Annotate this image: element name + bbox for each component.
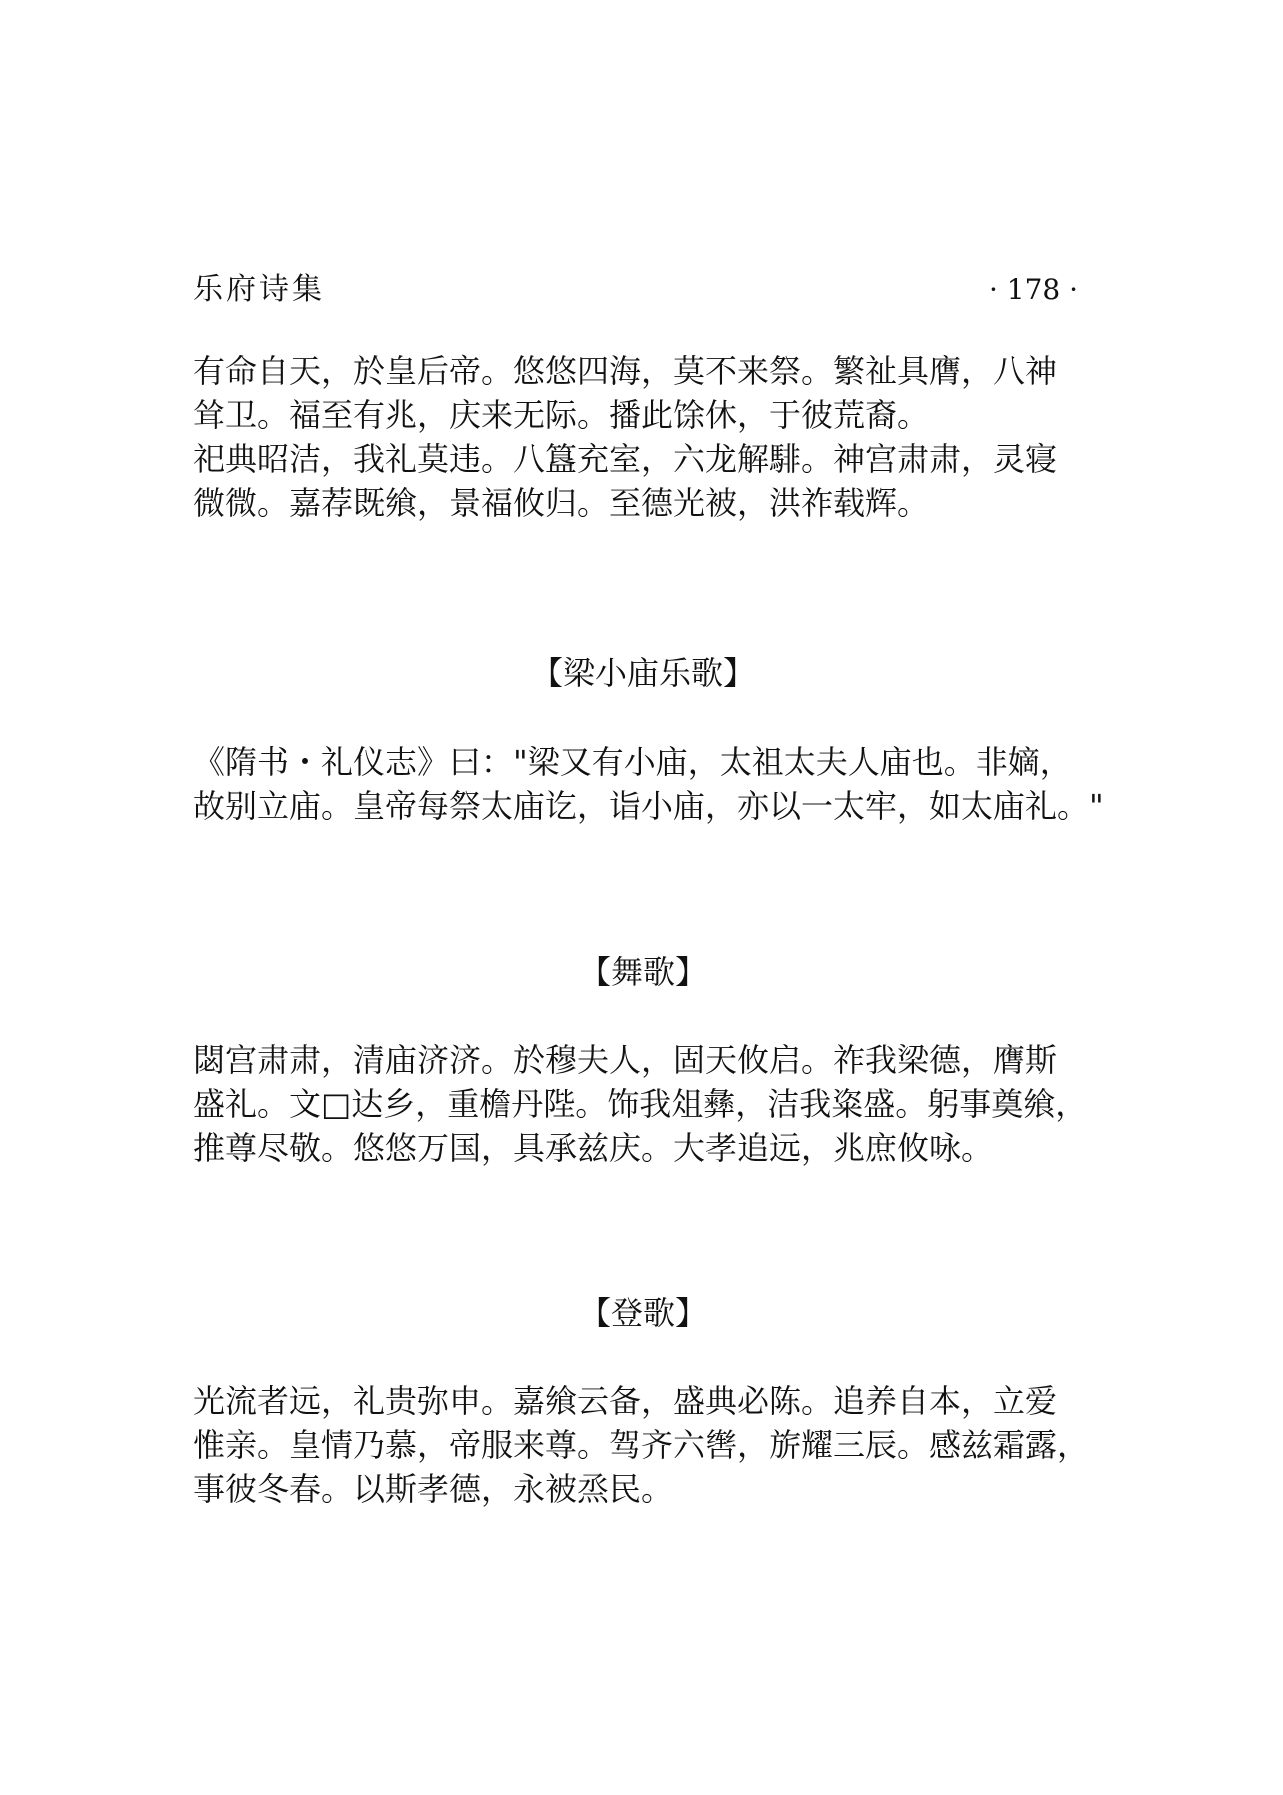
quoted-note <box>193 740 1104 828</box>
text-line: 盛礼。文□达乡，重檐丹陛。饰我俎彝，洁我粢盛。躬事奠飨， <box>193 1085 1088 1123</box>
text-line: 耸卫。福至有兆，庆来无际。播此馀休，于彼荒裔。 <box>193 396 930 434</box>
page-header <box>193 268 1078 312</box>
text-line: 祀典昭洁，我礼莫违。八簋充室，六龙解騑。神宫肃肃，灵寝 <box>193 440 1058 478</box>
section-heading-liang-xiaomiao: 【梁小庙乐歌】 <box>530 654 755 692</box>
book-title: 乐府诗集 <box>193 272 325 307</box>
section-heading-dengge: 【登歌】 <box>578 1294 707 1332</box>
text-line: 有命自天，於皇后帝。悠悠四海，莫不来祭。繁祉具膺，八神 <box>193 352 1058 390</box>
poem-stanza-1 <box>193 349 1093 437</box>
text-line: 惟亲。皇情乃慕，帝服来尊。驾齐六辔，旂耀三辰。感兹霜露， <box>193 1426 1090 1464</box>
poem-dengge <box>193 1379 1093 1511</box>
page-number: · 178 · <box>988 273 1078 306</box>
text-line: 微微。嘉荐既飨，景福攸归。至德光被，洪祚载辉。 <box>193 484 930 522</box>
text-line: 閟宫肃肃，清庙济济。於穆夫人，固天攸启。祚我梁德，膺斯 <box>193 1041 1058 1079</box>
text-line: 事彼冬春。以斯孝德，永被烝民。 <box>193 1470 674 1508</box>
poem-stanza-2 <box>193 437 1093 525</box>
text-line: 故别立庙。皇帝每祭太庙讫，诣小庙，亦以一太牢，如太庙礼。" <box>193 787 1104 825</box>
text-line: 光流者远，礼贵弥申。嘉飨云备，盛典必陈。追养自本，立爱 <box>193 1382 1058 1420</box>
section-heading-wuge: 【舞歌】 <box>578 953 707 991</box>
text-line: 《隋书・礼仪志》曰："梁又有小庙，太祖太夫人庙也。非嫡， <box>193 743 1072 781</box>
poem-wuge <box>193 1038 1093 1170</box>
text-line: 推尊尽敬。悠悠万国，具承兹庆。大孝追远，兆庶攸咏。 <box>193 1129 994 1167</box>
